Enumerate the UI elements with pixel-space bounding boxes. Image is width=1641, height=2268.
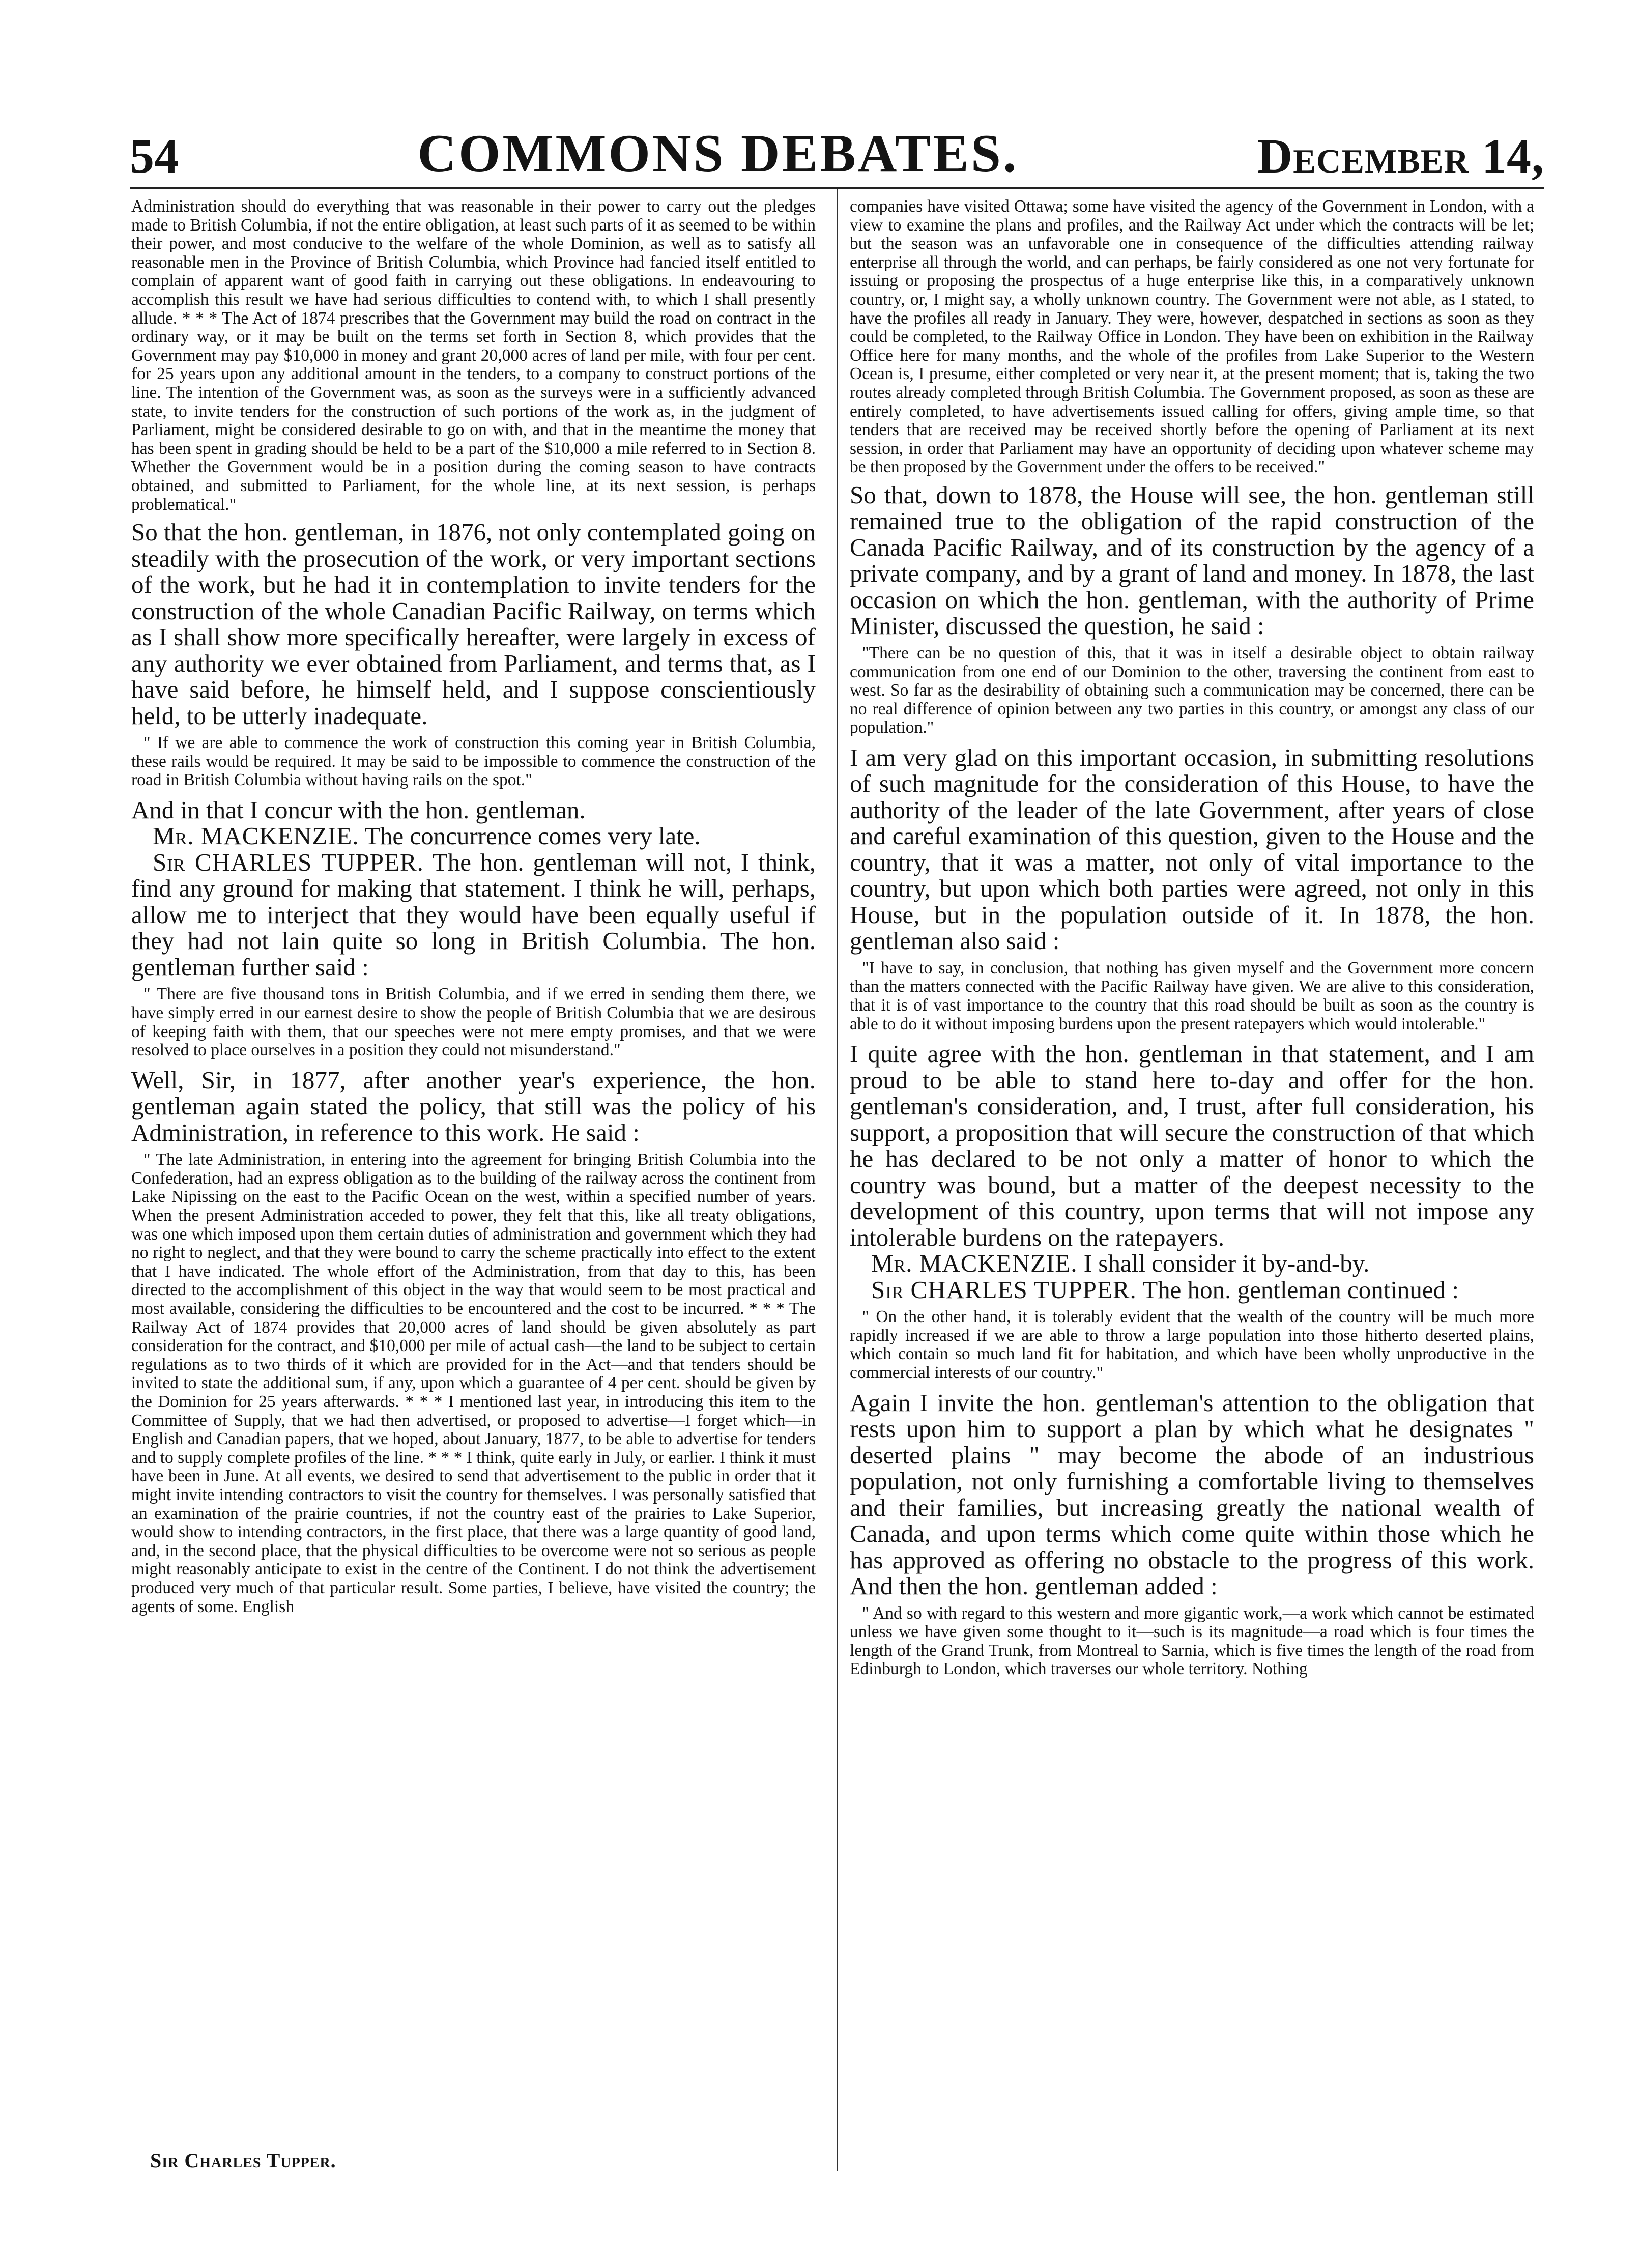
quote-paragraph: companies have visited Ottawa; some have visited the agency of the Government in London, with a view to examine the plans and profiles, and the Railway Act under which the contracts will be let; but the season was an unfavorable one in consequence of the difficulties attending railway enterprise all through the world, and can perhaps, be fairly considered as one not very fortunate for issuing or proposing the prospectus of a huge enterprise like this, in a comparatively unknown country, or, I might say, a wholly unknown country. The Government were not able, as I stated, to have the profiles all ready in January. They were, however, despatched in sections as soon as they could be completed, to the Railway Office in London. They have been on exhibition in the Railway Office here for many months, and the whole of the profiles from Lake Superior to the Western Ocean is, I presume, either completed or very near it, at the present moment; that is, taking the two routes already completed through British Columbia. The Government proposed, as soon as these are entirely completed, to have advertisements issued calling for offers, giving ample time, so that tenders that are received may be received shortly before the opening of Parliament at its next session, in order that Parliament may have an opportunity of deciding upon whatever scheme may be then proposed by the Government under the offers to be received.": [850, 197, 1534, 477]
quote-paragraph: Administration should do everything that was reasonable in their power to carry out the pledges made to British Columbia, if not the entire obligation, at least such parts of it as seemed to be within their power, and most conducive to the welfare of the whole Dominion, as well as to satisfy all reasonable men in the Province of British Columbia, which Province had fancied itself entitled to complain of apparent want of good faith in carrying out these obligations. In endeavouring to accomplish this result we have had serious difficulties to contend with, to which I shall presently allude. * * * The Act of 1874 prescribes that the Government may build the road on contract in the ordinary way, or it may be built on the terms set forth in Section 8, which provides that the Government may pay $10,000 in money and grant 20,000 acres of land per mile, with four per cent. for 25 years upon any additional amount in the tenders, to a company to construct portions of the line. The intention of the Government was, as soon as the surveys were in a sufficiently advanced state, to invite tenders for the construction of such portions of the work as, in the judgment of Parliament, might be considered desirable to go on with, and that in the meantime the money that has been spent in grading should be held to be a part of the $10,000 a mile referred to in Section 8. Whether the Government would be in a position during the coming season to have contracts obtained, and submitted to Parliament, for the whole line, at its next session, is perhaps problematical.": [131, 197, 816, 514]
quote-block: [850, 1308, 1534, 1382]
quote-paragraph: "There can be no question of this, that it was in itself a desirable object to obtain railway communication from one end of our Dominion to the other, traversing the continent from east to west. So far as the desirability of obtaining such a communication may be concerned, there can be no real difference of opinion between any two parties in this country, or amongst any class of our population.": [850, 643, 1534, 737]
speech-block: [131, 1067, 816, 1146]
quote-block: [131, 1151, 816, 1616]
speaker-text: The hon. gentleman continued :: [1142, 1275, 1459, 1304]
quote-paragraph: " There are five thousand tons in British Columbia, and if we erred in sending them there, we have simply erred in our earnest desire to show the people of British Columbia that we are desirous of keeping faith with them, that our speeches were not mere empty promises, and that we were resolved to place ourselves in a position they could not misunderstand.": [131, 985, 816, 1060]
speech-paragraph: Well, Sir, in 1877, after another year's experience, the hon. gentleman again stated the policy, that still was the policy of his Administration, in reference to this work. He said :: [131, 1066, 816, 1146]
quote-block: [850, 1604, 1534, 1679]
speaker-text: I shall consider it by-and-by.: [1083, 1249, 1370, 1278]
right-column: [850, 197, 1534, 1679]
speech-block: [850, 744, 1534, 954]
running-footer-name: Sir Charles Tupper.: [150, 2149, 336, 2172]
speech-block: [850, 482, 1534, 639]
speaker-name: Sir CHARLES TUPPER.: [153, 848, 424, 876]
speech-block: [131, 797, 816, 981]
speaker-turn: [131, 823, 816, 849]
speaker-turn: [131, 849, 816, 981]
journal-title: COMMONS DEBATES.: [417, 124, 1019, 183]
speech-paragraph: I quite agree with the hon. gentleman in that statement, and I am proud to be able to stand here to-day and offer for the hon. gentleman's consideration, and, I trust, after full consideration, his support, a proposition that will secure the construction of that which he has declared to be not only a matter of honor to which the country was bound, but a matter of the deepest necessity to the development of this country, upon terms that will not impose any intolerable burdens on the ratepayers.: [850, 1040, 1534, 1251]
speech-paragraph: So that, down to 1878, the House will see, the hon. gentleman still remained true to the obligation of the rapid construction of the Canada Pacific Railway, and of its construction by the agency of a private company, and by a grant of land and money. In 1878, the last occasion on which the hon. gentleman, with the authority of Prime Minister, discussed the question, he said :: [850, 480, 1534, 640]
page-number: 54: [130, 129, 179, 183]
speech-paragraph: And in that I concur with the hon. gentleman.: [131, 795, 586, 824]
speaker-text: The hon. gentleman will not, I think, find any ground for making that statement. I think he will, perhaps, allow me to interject that they would have been equally useful if they had not lain quite so long in British Columbia. The hon. gentleman further said :: [131, 848, 816, 981]
page-date: December 14,: [1257, 129, 1544, 183]
speech-block: [850, 1041, 1534, 1303]
speaker-name: Mr. MACKENZIE.: [153, 822, 359, 850]
speaker-turn: [850, 1277, 1534, 1303]
speech-paragraph: Again I invite the hon. gentleman's attention to the obligation that rests upon him to support a plan by which what he designates " deserted plains " may become the abode of an industrious population, not only furnishing a comfortable living to themselves and their families, but increasing greatly the national wealth of Canada, and upon terms which come quite within those which he has approved as offering no obstacle to the progress of this work. And then the hon. gentleman added :: [850, 1388, 1534, 1600]
page-header: [130, 109, 1544, 181]
quote-paragraph: " The late Administration, in entering into the agreement for bringing British Columbia into the Confederation, had an express obligation as to the building of the railway across the continent from Lake Nipissing on the east to the Pacific Ocean on the west, within a specified number of years. When the present Administration acceded to power, they felt that this, like all treaty obligations, was one which imposed upon them certain duties of administration and government which they had no right to neglect, and that they were bound to carry the scheme practically into effect to the extent that I have indicated. The whole effort of the Administration, from that day to this, has been directed to the accomplishment of this object in the way that would seem to be most practical and most available, considering the difficulties to be encountered and the cost to be incurred. * * * The Railway Act of 1874 provides that 20,000 acres of land should be given absolutely as part consideration for the contract, and $10,000 per mile of actual cash—the land to be subject to certain regulations as to two thirds of it which are provided for in the Act—and that tenders should be invited to state the additional sum, if any, upon which a guarantee of 4 per cent. should be given by the Dominion for 25 years afterwards. * * * I mentioned last year, in introducing this item to the Committee of Supply, that we had then advertised, or proposed to advertise—I forget which—in English and Canadian papers, that we hoped, about January, 1877, to be able to advertise for tenders and to supply complete profiles of the line. * * * I think, quite early in July, or earlier. I think it must have been in June. At all events, we desired to send that advertisement to the public in order that it might invite intending contractors to visit the country for themselves. I was personally satisfied that an examination of the prairie countries, if not the country east of the prairies to Lake Superior, would show to intending contractors, in the first place, that there was a large quantity of good land, and, in the second place, that the physical difficulties to be overcome were not so serious as people might reasonably anticipate to exist in the centre of the Continent. I do not think the advertisement produced very much of that particular result. Some parties, I believe, have visited the country; the agents of some. English: [131, 1150, 816, 1616]
column-divider: [837, 189, 838, 2171]
speech-block: [850, 1390, 1534, 1599]
quote-paragraph: " On the other hand, it is tolerably evident that the wealth of the country will be much more rapidly increased if we are able to throw a large population into those hitherto deserted plains, which contain so much land fit for habitation, and which have been wholly unproductive in the commercial interests of our country.": [850, 1307, 1534, 1383]
speech-block: [131, 519, 816, 729]
left-column: [131, 197, 816, 1616]
quote-paragraph: "I have to say, in conclusion, that nothing has given myself and the Government more concern than the matters connected with the Pacific Railway have given. We are alive to this consideration, that it is of vast importance to the country that this road should be built as soon as the country is able to do it without imposing burdens upon the present ratepayers which would intolerable.": [850, 958, 1534, 1033]
speaker-name: Mr. MACKENZIE.: [871, 1249, 1078, 1278]
quote-block: [131, 734, 816, 790]
speaker-name: Sir CHARLES TUPPER.: [871, 1275, 1137, 1304]
quote-paragraph: " If we are able to commence the work of construction this coming year in British Columbia, these rails would be required. It may be said to be impossible to commence the construction of the road in British Columbia without having rails on the spot.": [131, 733, 816, 790]
quote-paragraph: " And so with regard to this western and more gigantic work,—a work which cannot be estimated unless we have given some thought to it—such is its magnitude—a road which is four times the length of the Grand Trunk, from Montreal to Sarnia, which is five times the length of the road from Edinburgh to London, which traverses our whole territory. Nothing: [850, 1603, 1534, 1679]
speech-paragraph: I am very glad on this important occasion, in submitting resolutions of such magnitude for the consideration of this House, to have the authority of the leader of the late Government, after years of close and careful examination of this question, given to the House and the country, that it was a matter, not only of vital importance to the country, but upon which both parties were agreed, not only in this House, but in the population outside of it. In 1878, the hon. gentleman also said :: [850, 743, 1534, 955]
quote-block: [131, 985, 816, 1059]
quote-block: [131, 197, 816, 514]
quote-block: [850, 644, 1534, 737]
speaker-turn: [850, 1250, 1534, 1277]
quote-block: [850, 197, 1534, 477]
speaker-text: The concurrence comes very late.: [364, 822, 701, 850]
quote-block: [850, 959, 1534, 1033]
speech-paragraph: So that the hon. gentleman, in 1876, not only contemplated going on steadily with the prosecution of the work, or very important sections of the work, but he had it in contemplation to invite tenders for the construction of the whole Canadian Pacific Railway, on terms which as I shall show more specifically hereafter, were largely in excess of any authority we ever obtained from Parliament, and terms that, as I have said before, he himself held, and I suppose conscientiously held, to be utterly inadequate.: [131, 518, 816, 730]
